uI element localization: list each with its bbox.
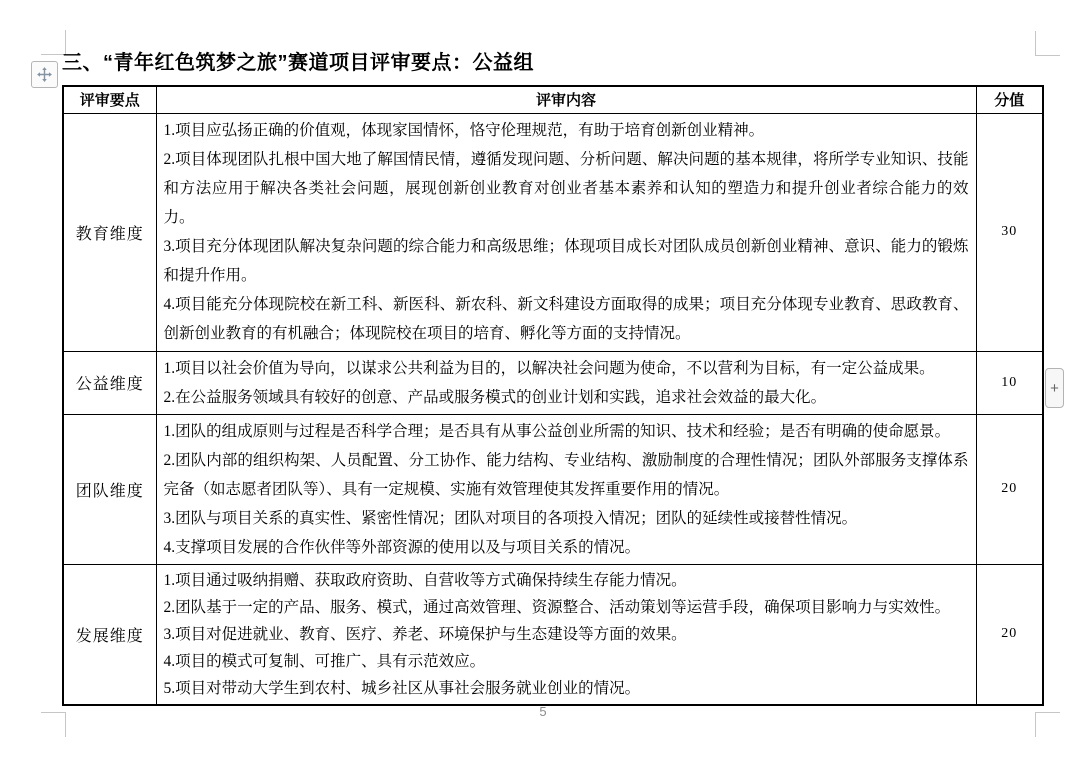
criteria-item: 2.团队内部的组织构架、人员配置、分工协作、能力结构、专业结构、激励制度的合理性情况；团队外部服务支撑体系完备（如志愿者团队等）、具有一定规模、实施有效管理使其发挥重要作用的情况。 xyxy=(163,451,969,498)
criteria-item: 3.项目对促进就业、教育、医疗、养老、环境保护与生态建设等方面的效果。 xyxy=(163,625,687,643)
criteria-item: 1.项目应弘扬正确的价值观，体现家国情怀，恪守伦理规范，有助于培育创新创业精神。 xyxy=(163,122,765,139)
score-cell: 10 xyxy=(976,351,1043,414)
page-number: 5 xyxy=(539,704,547,719)
criteria-item: 4.项目的模式可复制、可推广、具有示范效应。 xyxy=(163,652,486,670)
plus-icon: + xyxy=(1050,379,1059,397)
score-cell: 30 xyxy=(976,113,1043,351)
header-content: 评审内容 xyxy=(156,86,976,113)
criteria-item: 1.项目通过吸纳捐赠、获取政府资助、自营收等方式确保持续生存能力情况。 xyxy=(163,571,687,589)
table-row-team xyxy=(63,414,1043,564)
dimension-cell: 教育维度 xyxy=(63,113,156,351)
table-header-row xyxy=(63,86,1043,113)
score-cell: 20 xyxy=(976,414,1043,564)
dimension-cell: 公益维度 xyxy=(63,351,156,414)
text-boundary-mark-top-right xyxy=(1035,31,1060,56)
table-row-education xyxy=(63,113,1043,351)
header-dimension: 评审要点 xyxy=(63,86,156,113)
criteria-item: 2.在公益服务领域具有较好的创意、产品或服务模式的创业计划和实践，追求社会效益的最大化。 xyxy=(163,388,827,406)
content-cell xyxy=(156,564,976,705)
score-cell: 20 xyxy=(976,564,1043,705)
criteria-item: 1.团队的组成原则与过程是否科学合理；是否具有从事公益创业所需的知识、技术和经验；是否有明确的使命愿景。 xyxy=(163,422,951,440)
criteria-item: 2.团队基于一定的产品、服务、模式，通过高效管理、资源整合、活动策划等运营手段，确保项目影响力与实效性。 xyxy=(163,598,951,616)
criteria-item: 3.团队与项目关系的真实性、紧密性情况；团队对项目的各项投入情况；团队的延续性或接替性情况。 xyxy=(163,509,858,527)
table-move-handle[interactable] xyxy=(31,61,58,88)
page-title: 三、“青年红色筑梦之旅”赛道项目评审要点：公益组 xyxy=(62,52,534,74)
table-row-public-welfare xyxy=(63,351,1043,414)
table-row-development xyxy=(63,564,1043,705)
review-criteria-table xyxy=(62,85,1044,706)
content-cell xyxy=(156,351,976,414)
add-button[interactable] xyxy=(1045,368,1064,408)
criteria-item: 3.项目充分体现团队解决复杂问题的综合能力和高级思维；体现项目成长对团队成员创新创业精神、意识、能力的锻炼和提升作用。 xyxy=(163,238,969,284)
criteria-item: 2.项目体现团队扎根中国大地了解国情民情，遵循发现问题、分析问题、解决问题的基本规律，将所学专业知识、技能和方法应用于解决各类社会问题，展现创新创业教育对创业者基本素养和认知的塑造力和提升创业者综合能力的效力。 xyxy=(163,151,969,226)
move-icon xyxy=(36,66,53,83)
criteria-item: 5.项目对带动大学生到农村、城乡社区从事社会服务就业创业的情况。 xyxy=(163,679,641,697)
dimension-cell: 团队维度 xyxy=(63,414,156,564)
header-score: 分值 xyxy=(976,86,1043,113)
criteria-item: 1.项目以社会价值为导向，以谋求公共利益为目的，以解决社会问题为使命，不以营利为目标，有一定公益成果。 xyxy=(163,359,935,377)
content-cell xyxy=(156,414,976,564)
content-cell xyxy=(156,113,976,351)
dimension-cell: 发展维度 xyxy=(63,564,156,705)
criteria-item: 4.项目能充分体现院校在新工科、新医科、新农科、新文科建设方面取得的成果；项目充分体现专业教育、思政教育、创新创业教育的有机融合；体现院校在项目的培育、孵化等方面的支持情况。 xyxy=(163,296,969,342)
criteria-item: 4.支撑项目发展的合作伙伴等外部资源的使用以及与项目关系的情况。 xyxy=(163,538,641,556)
